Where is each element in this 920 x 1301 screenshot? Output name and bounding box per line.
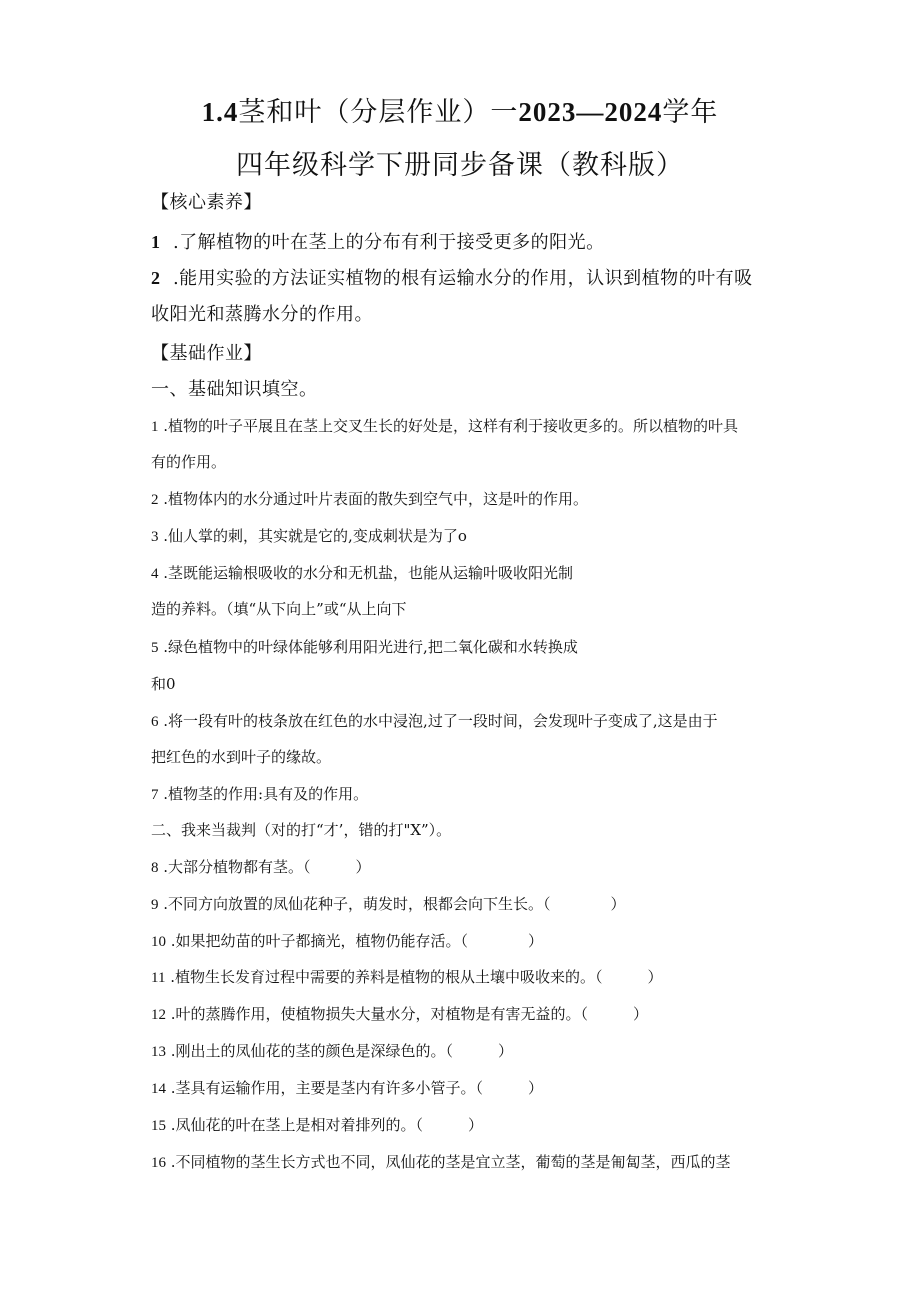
title-school-years: 2023—2024 xyxy=(518,97,663,127)
question-4-continued: 造的养料。（填“从下向上”或“从上向下 xyxy=(151,600,407,618)
document-title-line2: 四年级科学下册同步备课（教科版） xyxy=(236,150,684,181)
question-text: .仙人掌的刺，其实就是它的,变成刺状是为了o xyxy=(163,527,467,545)
question-text: .茎具有运输作用，主要是茎内有许多小管子。（ ） xyxy=(170,1079,544,1097)
title-term-word: 学年 xyxy=(662,97,719,128)
question-15 xyxy=(151,1114,483,1135)
question-8 xyxy=(151,856,371,877)
title-lesson-name: 茎和叶（分层作业）一 xyxy=(238,97,519,128)
question-text: .如果把幼苗的叶子都摘光，植物仍能存活。（ ） xyxy=(170,932,544,950)
question-1 xyxy=(151,415,738,436)
core-item-2 xyxy=(151,264,753,290)
question-12 xyxy=(151,1003,648,1024)
question-13 xyxy=(151,1040,513,1061)
question-2 xyxy=(151,488,588,509)
question-number: 9 xyxy=(151,897,159,913)
question-text: .大部分植物都有茎。（ ） xyxy=(163,858,371,876)
question-number: 13 xyxy=(151,1044,166,1060)
question-number: 11 xyxy=(151,970,166,986)
question-text: .凤仙花的叶在茎上是相对着排列的。（ ） xyxy=(170,1116,484,1134)
question-4 xyxy=(151,562,573,583)
basic-homework-heading: 【基础作业】 xyxy=(151,343,262,364)
question-number: 8 xyxy=(151,860,159,876)
question-6 xyxy=(151,710,718,731)
question-text: .不同植物的茎生长方式也不同，凤仙花的茎是宜立茎，葡萄的茎是匍匐茎，西瓜的茎 xyxy=(170,1153,731,1171)
question-number: 15 xyxy=(151,1118,166,1134)
question-5-continued: 和0 xyxy=(151,675,176,693)
question-number: 2 xyxy=(151,492,159,508)
core-item-2-continued: 收阳光和蒸腾水分的作用。 xyxy=(151,304,373,325)
question-10 xyxy=(151,930,543,951)
question-number: 10 xyxy=(151,934,166,950)
question-text: .刚出土的凤仙花的茎的颜色是深绿色的。（ ） xyxy=(170,1042,514,1060)
question-number: 7 xyxy=(151,787,159,803)
question-7 xyxy=(151,783,368,804)
core-item-text: .能用实验的方法证实植物的根有运输水分的作用，认识到植物的叶有吸 xyxy=(172,268,753,289)
question-14 xyxy=(151,1077,543,1098)
question-3 xyxy=(151,525,467,546)
question-text: .茎既能运输根吸收的水分和无机盐，也能从运输叶吸收阳光制 xyxy=(163,564,574,582)
question-text: .植物体内的水分通过叶片表面的散失到空气中，这是叶的作用。 xyxy=(163,490,589,508)
question-text: .不同方向放置的凤仙花种子，萌发时，根都会向下生长。（ ） xyxy=(163,895,626,913)
question-text: .植物生长发育过程中需要的养料是植物的根从土壤中吸收来的。（ ） xyxy=(170,968,663,986)
question-6-continued: 把红色的水到叶子的缘故。 xyxy=(151,748,332,766)
question-1-continued: 有的作用。 xyxy=(151,453,227,471)
core-item-number: 2 xyxy=(151,268,161,288)
question-text: .将一段有叶的枝条放在红色的水中浸泡,过了一段时间，会发现叶子变成了,这是由于 xyxy=(163,712,718,730)
core-literacy-heading: 【核心素养】 xyxy=(151,192,262,213)
question-number: 3 xyxy=(151,529,159,545)
title-lesson-number: 1.4 xyxy=(201,97,239,127)
core-item-1 xyxy=(151,228,605,254)
question-number: 12 xyxy=(151,1007,166,1023)
document-title-line1 xyxy=(0,90,920,129)
question-text: .绿色植物中的叶绿体能够利用阳光进行,把二氧化碳和水转换成 xyxy=(163,638,578,656)
question-number: 1 xyxy=(151,419,159,435)
core-item-text: .了解植物的叶在茎上的分布有利于接受更多的阳光。 xyxy=(172,232,605,253)
question-text: .植物茎的作用:具有及的作用。 xyxy=(163,785,369,803)
question-number: 5 xyxy=(151,640,159,656)
core-item-number: 1 xyxy=(151,232,161,252)
question-number: 6 xyxy=(151,714,159,730)
question-number: 14 xyxy=(151,1081,166,1097)
question-5 xyxy=(151,636,578,657)
question-number: 4 xyxy=(151,566,159,582)
section-true-false-heading: 二、我来当裁判（对的打“才’，错的打"X”）。 xyxy=(151,821,452,839)
question-11 xyxy=(151,966,663,987)
section-fill-blanks-heading: 一、基础知识填空。 xyxy=(151,379,318,400)
question-number: 16 xyxy=(151,1155,166,1171)
question-9 xyxy=(151,893,626,914)
question-16 xyxy=(151,1151,731,1172)
question-text: .叶的蒸腾作用，使植物损失大量水分，对植物是有害无益的。（ ） xyxy=(170,1005,649,1023)
question-text: .植物的叶子平展且在茎上交叉生长的好处是，这样有利于接收更多的。所以植物的叶具 xyxy=(163,417,739,435)
